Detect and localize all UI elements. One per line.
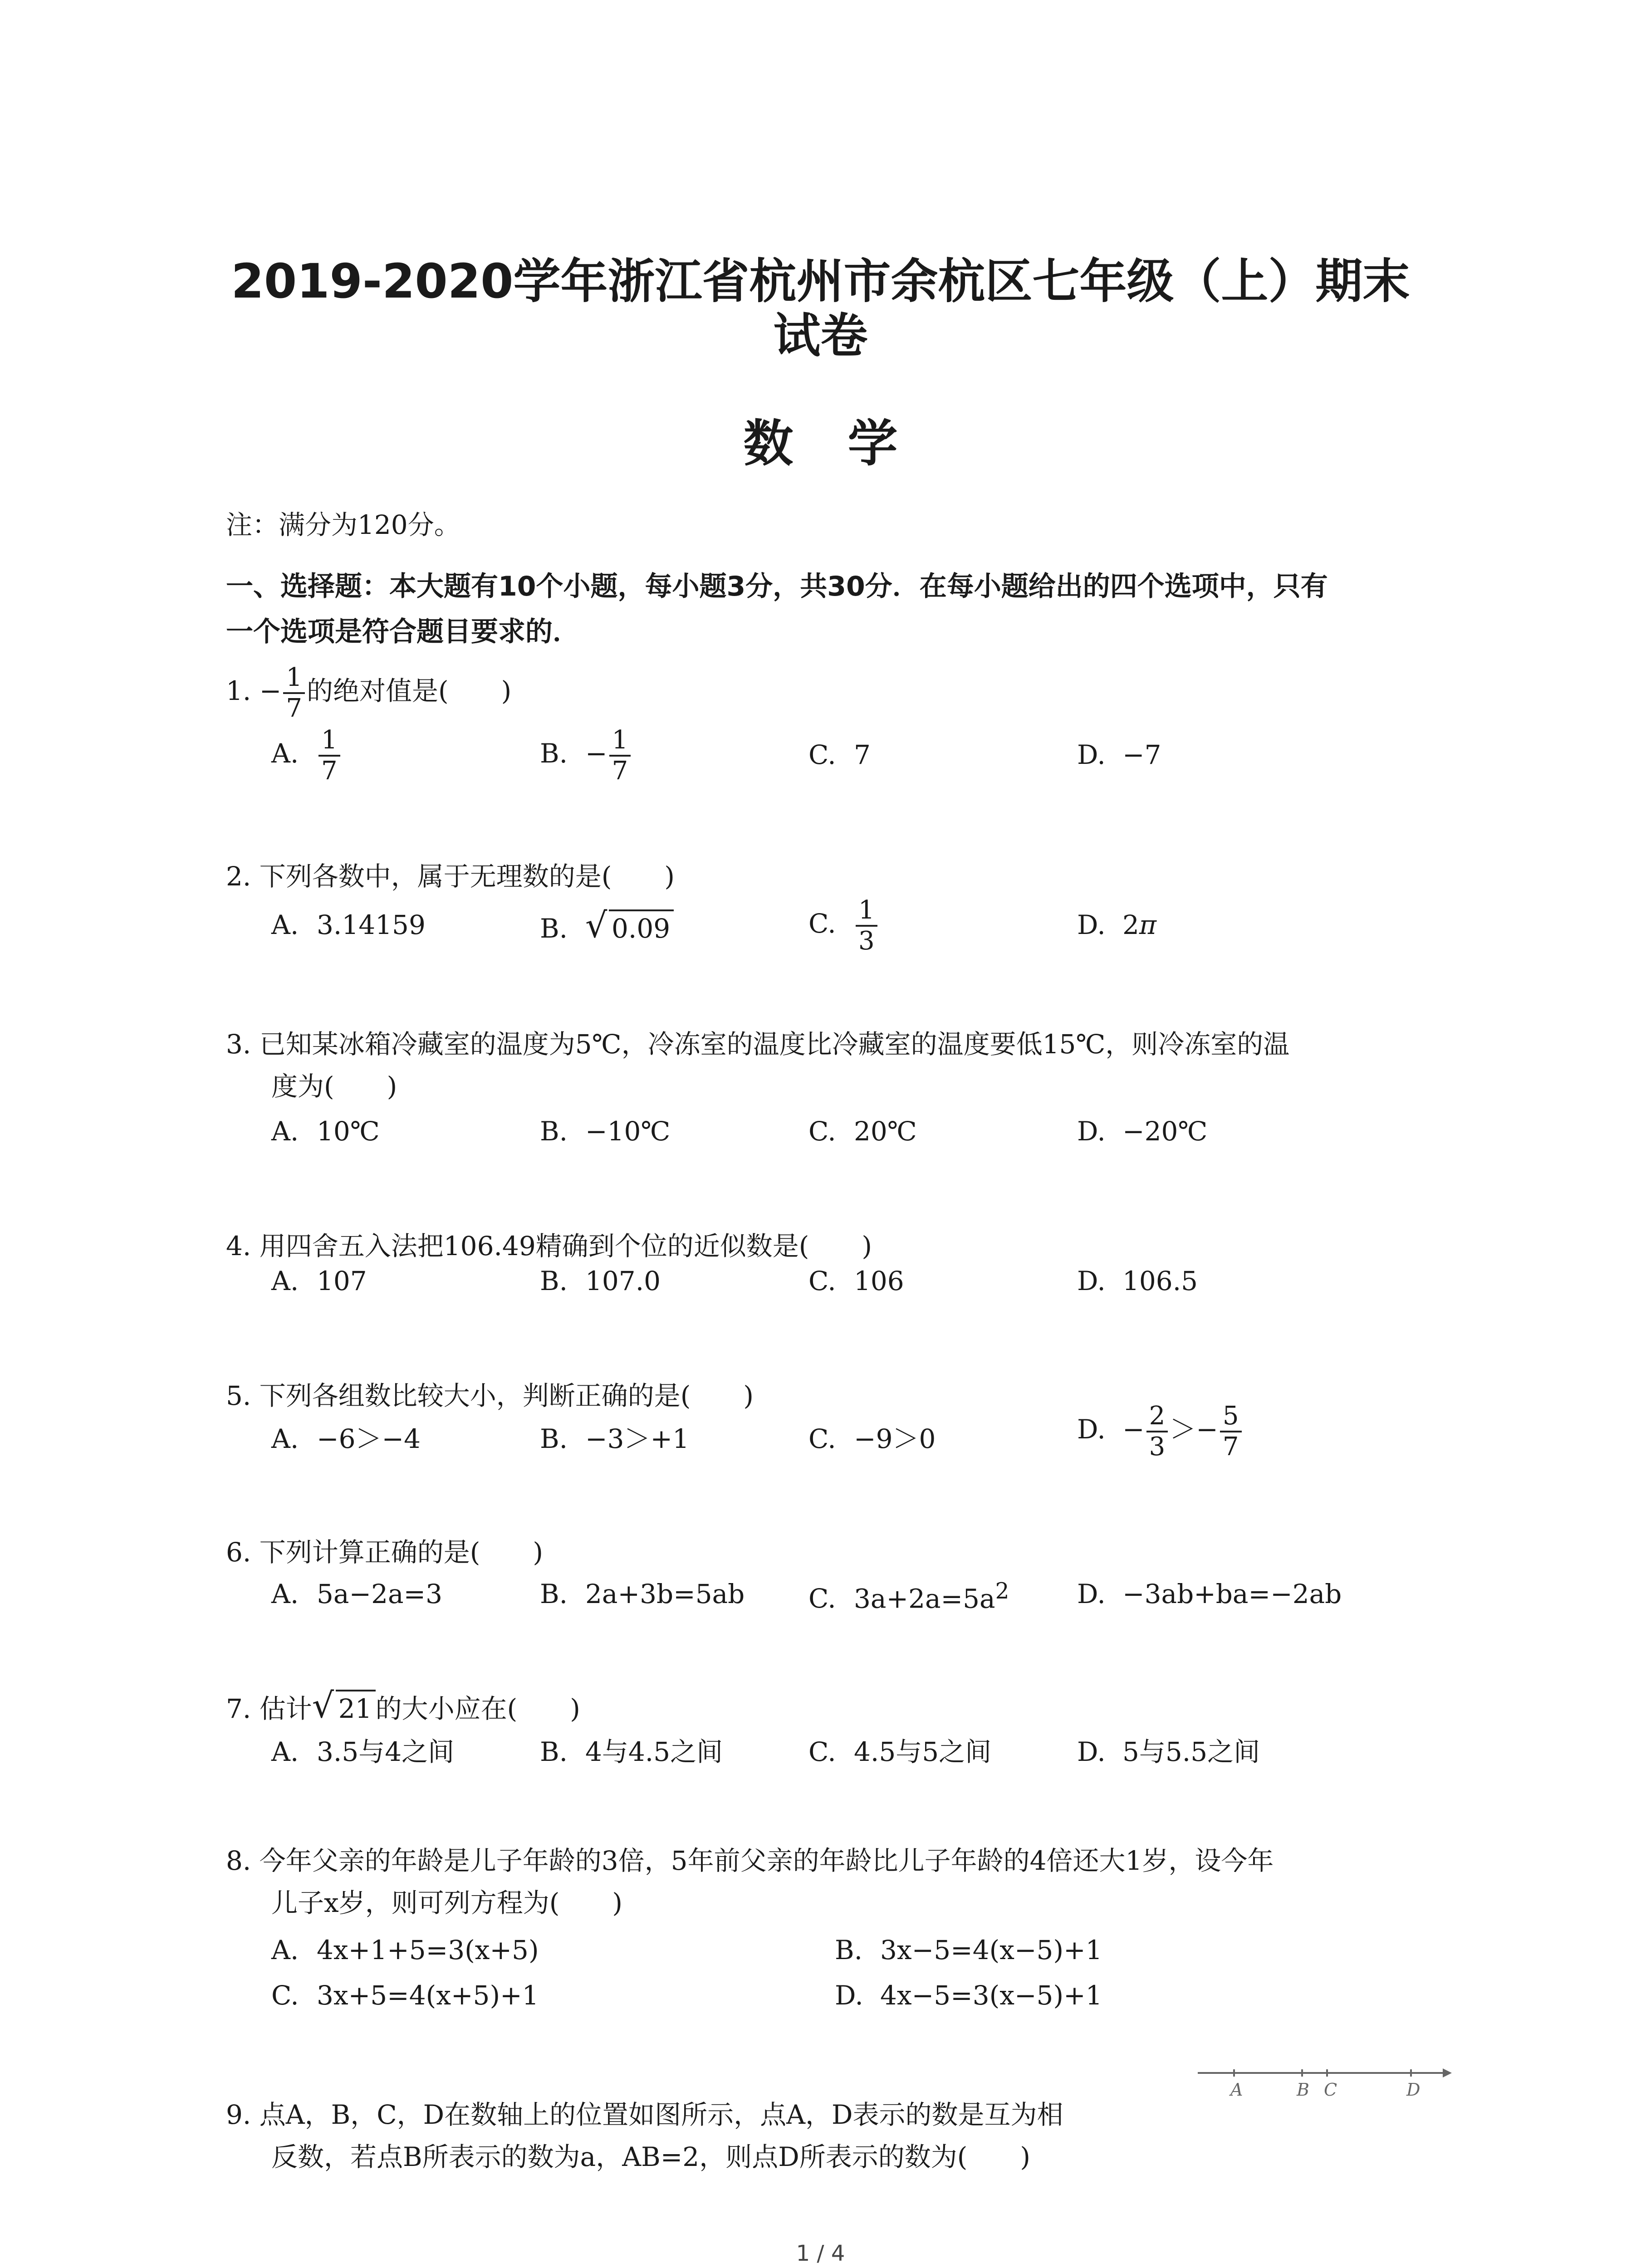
option-value: −3＞+1	[585, 1423, 689, 1454]
question-text: 估计	[259, 1693, 312, 1724]
q5-option-c	[808, 1418, 936, 1456]
option-label: A.	[271, 1579, 299, 1609]
square-root	[585, 905, 674, 945]
subject-heading: 数学	[743, 415, 952, 473]
option-value: 4x−5=3(x−5)+1	[880, 1980, 1102, 2011]
q8-option-c	[271, 1980, 539, 2011]
option-label: C.	[808, 739, 836, 770]
minus-sign: −	[1122, 1414, 1145, 1445]
option-value: 3x−5=4(x−5)+1	[880, 1935, 1102, 1965]
radicand: 0.09	[609, 909, 674, 944]
option-value: 7	[854, 739, 871, 770]
question-text: 下列计算正确的是( )	[259, 1537, 544, 1568]
option-value: 2a+3b=5ab	[585, 1579, 745, 1609]
fraction	[1220, 1402, 1242, 1461]
option-value: 3.14159	[317, 909, 426, 940]
denominator: 3	[1149, 1432, 1166, 1461]
option-label: B.	[835, 1935, 863, 1965]
question-3-stem-line2: 度为( )	[271, 1071, 397, 1102]
option-value: 3.5与4之间	[317, 1736, 455, 1767]
question-3-stem-line1	[226, 1023, 1289, 1061]
question-text: 今年父亲的年龄是儿子年龄的3倍，5年前父亲的年龄比儿子年龄的4倍还大1岁，设今年	[259, 1845, 1274, 1876]
q3-option-d	[1077, 1116, 1207, 1147]
option-label: D.	[835, 1980, 863, 2011]
option-label: D.	[1077, 1736, 1106, 1767]
q1-option-a	[271, 726, 342, 786]
option-label: A.	[271, 1116, 299, 1147]
question-8-stem-line2: 儿子x岁，则可列方程为( )	[271, 1887, 622, 1918]
question-text: 已知某冰箱冷藏室的温度为5℃，冷冻室的温度比冷藏室的温度要低15℃，则冷冻室的温	[259, 1029, 1290, 1060]
denominator: 7	[612, 756, 628, 786]
option-label: D.	[1077, 1579, 1106, 1609]
denominator: 7	[1222, 1432, 1239, 1461]
option-label: C.	[808, 1583, 836, 1614]
option-value: 20℃	[854, 1116, 917, 1147]
option-label: B.	[540, 913, 568, 944]
option-value: 10℃	[317, 1116, 380, 1147]
denominator: 3	[858, 926, 875, 956]
q8-option-d	[835, 1980, 1102, 2011]
question-number: 4.	[226, 1231, 251, 1261]
option-label: C.	[808, 1736, 836, 1767]
question-number: 2.	[226, 861, 251, 892]
q7-option-b	[540, 1730, 723, 1769]
q5-option-b	[540, 1418, 689, 1456]
q3-option-c	[808, 1116, 917, 1147]
option-label: A.	[271, 1266, 299, 1296]
option-label: D.	[1077, 739, 1106, 770]
page-number: 1 / 4	[796, 2241, 845, 2266]
question-number: 3.	[226, 1029, 251, 1060]
option-value: 106	[854, 1266, 904, 1296]
question-number: 8.	[226, 1845, 251, 1876]
pi-symbol: π	[1139, 909, 1157, 940]
q5-option-a	[271, 1418, 421, 1456]
q4-option-d	[1077, 1266, 1198, 1296]
question-6-stem	[226, 1531, 543, 1569]
question-number: 7.	[226, 1693, 251, 1724]
numerator: 1	[856, 896, 877, 927]
option-label: B.	[540, 1423, 568, 1454]
section-heading-line1: 一、选择题：本大题有10个小题，每小题3分，共30分．在每小题给出的四个选项中，只有	[226, 571, 1328, 602]
option-label: B.	[540, 1579, 568, 1609]
option-label: B.	[540, 1736, 568, 1767]
option-label: A.	[271, 1736, 299, 1767]
square-root	[312, 1685, 376, 1725]
point-label-a: A	[1230, 2080, 1243, 2100]
q8-option-b	[835, 1935, 1102, 1965]
option-value: 5a−2a=3	[317, 1579, 443, 1609]
option-label: D.	[1077, 909, 1106, 940]
q5-option-d	[1077, 1402, 1244, 1461]
option-label: C.	[271, 1980, 299, 2011]
fraction	[318, 726, 340, 786]
q2-option-d	[1077, 909, 1156, 940]
point-label-b: B	[1297, 2080, 1309, 2100]
q1-option-c	[808, 739, 871, 770]
q8-option-a	[271, 1935, 539, 1965]
question-text: 下列各组数比较大小，判断正确的是( )	[259, 1380, 754, 1411]
comparison-sign: ＞−	[1170, 1414, 1218, 1445]
exam-title-line1: 2019-2020学年浙江省杭州市余杭区七年级（上）期末	[231, 254, 1410, 309]
q3-option-b	[540, 1116, 670, 1147]
denominator: 7	[321, 756, 338, 786]
radicand: 21	[336, 1690, 376, 1724]
q7-option-d	[1077, 1730, 1260, 1769]
question-7-stem	[226, 1687, 580, 1725]
option-label: D.	[1077, 1266, 1106, 1296]
option-label: D.	[1077, 1414, 1106, 1445]
minus-sign: −	[259, 675, 282, 707]
question-8-stem-line1	[226, 1839, 1274, 1877]
fraction	[609, 726, 631, 786]
q4-option-c	[808, 1266, 904, 1296]
q6-option-a	[271, 1579, 442, 1609]
option-label: C.	[808, 908, 836, 939]
option-value: 4与4.5之间	[585, 1736, 723, 1767]
option-value: 3x+5=4(x+5)+1	[317, 1980, 539, 2011]
option-value: 4.5与5之间	[854, 1736, 992, 1767]
score-note: 注：满分为120分。	[226, 509, 460, 540]
option-value: −9＞0	[854, 1423, 936, 1454]
option-value: 106.5	[1122, 1266, 1198, 1296]
question-9-stem-line2: 反数，若点B所表示的数为a，AB=2，则点D所表示的数为( )	[271, 2141, 1030, 2172]
point-label-d: D	[1406, 2080, 1421, 2100]
question-1-stem	[226, 663, 511, 723]
question-2-stem	[226, 855, 675, 893]
option-value: −7	[1122, 739, 1161, 770]
option-value: 2	[1122, 909, 1139, 940]
question-text: 点A，B，C，D在数轴上的位置如图所示，点A，D表示的数是互为相	[259, 2099, 1063, 2130]
arrow-head-icon	[1443, 2068, 1452, 2077]
option-label: C.	[808, 1423, 836, 1454]
question-9-stem-line1	[226, 2093, 1063, 2131]
q4-option-b	[540, 1266, 661, 1296]
question-text: 的大小应在( )	[375, 1693, 580, 1724]
numerator: 1	[318, 726, 340, 757]
number-line-figure	[1198, 2059, 1452, 2100]
option-label: C.	[808, 1116, 836, 1147]
exponent: 2	[995, 1579, 1009, 1604]
option-label: C.	[808, 1266, 836, 1296]
radical-sign: √	[585, 905, 607, 945]
fraction	[856, 896, 877, 956]
q6-option-b	[540, 1579, 745, 1609]
q1-option-d	[1077, 739, 1161, 770]
exam-title-line2: 试卷	[773, 308, 868, 363]
option-value: 107.0	[585, 1266, 661, 1296]
denominator: 7	[286, 694, 303, 723]
fraction	[1146, 1402, 1168, 1461]
option-value: −20℃	[1122, 1116, 1208, 1147]
question-number: 6.	[226, 1537, 251, 1568]
radical-sign: √	[312, 1685, 334, 1725]
option-value: 4x+1+5=3(x+5)	[317, 1935, 539, 1965]
question-number: 5.	[226, 1380, 251, 1411]
option-label: B.	[540, 1116, 568, 1147]
question-4-stem	[226, 1225, 872, 1263]
question-number: 9.	[226, 2099, 251, 2130]
q6-option-d	[1077, 1579, 1342, 1609]
q7-option-c	[808, 1730, 991, 1769]
q6-option-c	[808, 1579, 1009, 1614]
q1-option-b	[540, 726, 632, 786]
option-value: 3a+2a=5a	[854, 1583, 995, 1614]
question-5-stem	[226, 1374, 754, 1413]
numerator: 5	[1220, 1402, 1242, 1432]
question-number: 1.	[226, 675, 251, 707]
question-text: 用四舍五入法把106.49精确到个位的近似数是( )	[259, 1231, 872, 1261]
option-label: D.	[1077, 1116, 1106, 1147]
q7-option-a	[271, 1730, 454, 1769]
option-label: B.	[540, 1266, 568, 1296]
q3-option-a	[271, 1116, 380, 1147]
minus-sign: −	[585, 738, 607, 769]
numerator: 1	[609, 726, 631, 757]
q4-option-a	[271, 1266, 367, 1296]
option-value: −6＞−4	[317, 1423, 421, 1454]
q2-option-c	[808, 896, 879, 956]
q2-option-a	[271, 909, 426, 940]
numerator: 2	[1146, 1402, 1168, 1432]
option-value: −10℃	[585, 1116, 671, 1147]
option-value: −3ab+ba=−2ab	[1122, 1579, 1342, 1609]
option-label: A.	[271, 1423, 299, 1454]
option-label: B.	[540, 738, 568, 769]
option-value: 5与5.5之间	[1122, 1736, 1260, 1767]
option-label: A.	[271, 738, 299, 769]
point-label-c: C	[1324, 2080, 1337, 2100]
section-heading-line2: 一个选项是符合题目要求的．	[226, 616, 580, 648]
option-value: 107	[317, 1266, 367, 1296]
q2-option-b	[540, 905, 674, 945]
option-label: A.	[271, 909, 299, 940]
fraction	[283, 663, 305, 723]
numerator: 1	[283, 663, 305, 694]
question-text: 的绝对值是( )	[307, 675, 512, 707]
option-label: A.	[271, 1935, 299, 1965]
question-text: 下列各数中，属于无理数的是( )	[259, 861, 675, 892]
